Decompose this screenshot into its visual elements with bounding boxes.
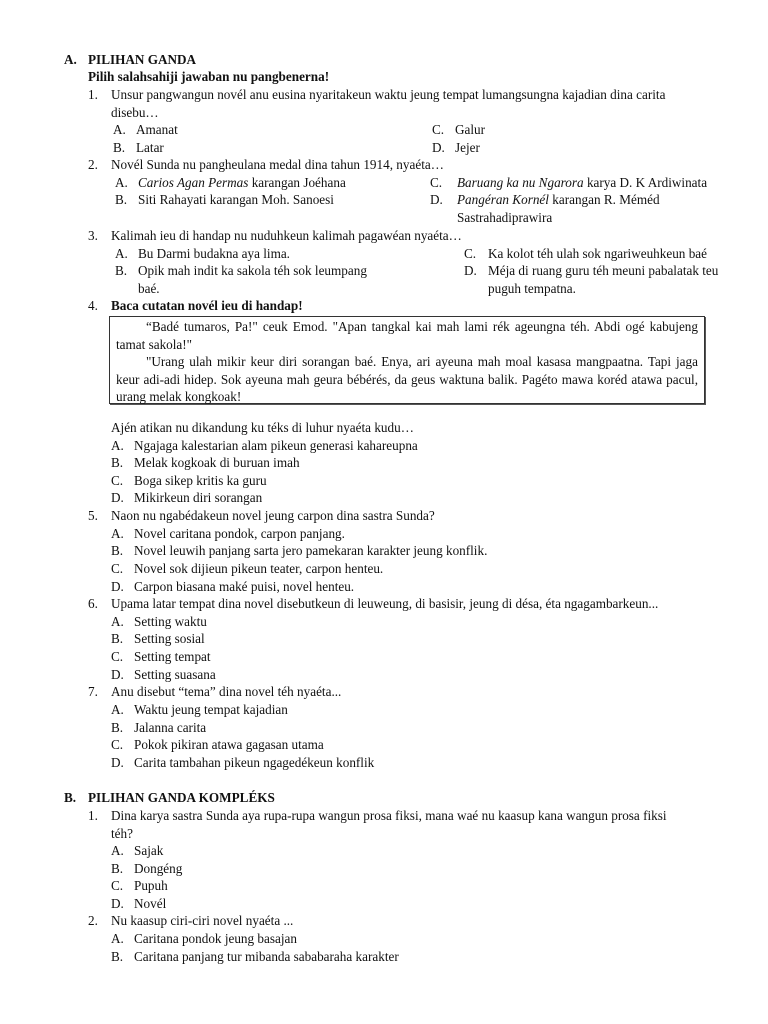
question-number: 5. xyxy=(88,508,98,523)
excerpt-paragraph: “Badé tumaros, Pa!" ceuk Emod. "Apan tangkal kai mah lami rék ageungna téh. Abdi ogé kabujeng tamat sakola!" xyxy=(116,319,698,352)
question-text: Unsur pangwangun novél anu eusina nyaritakeun waktu jeung tempat lumangsungna kajadian dina carita xyxy=(111,87,666,102)
option-text: Novel caritana pondok, carpon panjang. xyxy=(134,526,345,541)
option-letter: B. xyxy=(111,720,124,735)
option-letter: A. xyxy=(113,122,126,137)
option-text: Amanat xyxy=(136,122,178,137)
question-text: Kalimah ieu di handap nu nuduhkeun kalimah pagawéan nyaéta… xyxy=(111,228,462,243)
option-text: Latar xyxy=(136,140,164,155)
question-text: Anu disebut “tema” dina novel téh nyaéta... xyxy=(111,684,342,699)
question-text: Upama latar tempat dina novel disebutkeun di leuweung, di basisir, jeung di désa, éta ngagambarkeun... xyxy=(111,596,659,611)
option-letter: A. xyxy=(111,702,124,717)
question-text-cont: téh? xyxy=(111,826,133,841)
option-letter: A. xyxy=(111,438,124,453)
option-letter: D. xyxy=(111,896,124,911)
question-number: 3. xyxy=(88,228,98,243)
option-letter: A. xyxy=(111,843,124,858)
option-letter: B. xyxy=(113,140,126,155)
option-letter: C. xyxy=(111,737,124,752)
option-letter: A. xyxy=(111,526,124,541)
option-letter: B. xyxy=(111,455,124,470)
excerpt-paragraph: "Urang ulah mikir keur diri sorangan baé. Enya, ari ayeuna mah moal kasasa mangpaatna. Tapi jaga keur adi-adi hidep. Sok ayeuna mah geura bébérés, da geus waktuna balik. Pagéto mawa koréd atawa pacul, urang melak kongkoak! xyxy=(116,354,698,404)
option-letter: A. xyxy=(111,931,124,946)
option-text: Caritana pondok jeung basajan xyxy=(134,931,297,946)
option-text: Méja di ruang guru téh meuni pabalatak teu xyxy=(488,263,719,278)
question-number: 7. xyxy=(88,684,98,699)
option-text: Galur xyxy=(455,122,486,137)
option-text: Novél xyxy=(134,896,167,911)
option-letter: C. xyxy=(430,175,443,190)
question-number: 4. xyxy=(88,298,98,313)
option-text: Sajak xyxy=(134,843,164,858)
option-letter: B. xyxy=(111,631,124,646)
option-letter: D. xyxy=(430,192,443,207)
option-letter: D. xyxy=(111,755,124,770)
option-letter: B. xyxy=(111,861,124,876)
option-text: Caritana panjang tur mibanda sababaraha karakter xyxy=(134,949,399,964)
option-text-cont: Sastrahadiprawira xyxy=(457,210,553,225)
option-text: Ka kolot téh ulah sok ngariweuhkeun baé xyxy=(488,246,707,261)
question-text: Baca cutatan novél ieu di handap! xyxy=(111,298,303,313)
option-text: Carpon biasana maké puisi, novel henteu. xyxy=(134,579,355,594)
question-text: Dina karya sastra Sunda aya rupa-rupa wangun prosa fiksi, mana waé nu kaasup kana wangun prosa fiksi xyxy=(111,808,667,823)
option-text: Pupuh xyxy=(134,878,168,893)
option-text: Novel leuwih panjang sarta jero pamekaran karakter jeung konflik. xyxy=(134,543,488,558)
option-letter: A. xyxy=(111,614,124,629)
option-text: Setting tempat xyxy=(134,649,211,664)
section-a-title: PILIHAN GANDA xyxy=(88,52,197,67)
section-a-instruction: Pilih salahsahiji jawaban nu pangbenerna! xyxy=(88,69,330,84)
question-number: 1. xyxy=(88,87,98,102)
question-text: Novél Sunda nu pangheulana medal dina tahun 1914, nyaéta… xyxy=(111,157,444,172)
question-text: Nu kaasup ciri-ciri novel nyaéta ... xyxy=(111,913,294,928)
option-text: Setting sosial xyxy=(134,631,205,646)
option-text: Ngajaga kalestarian alam pikeun generasi kahareupna xyxy=(134,438,418,453)
option-text: Jejer xyxy=(455,140,480,155)
option-text: Setting waktu xyxy=(134,614,207,629)
option-text: Bu Darmi budakna aya lima. xyxy=(138,246,290,261)
option-letter: C. xyxy=(111,561,124,576)
section-b-letter: B. xyxy=(64,790,77,805)
option-letter: D. xyxy=(111,667,124,682)
option-letter: A. xyxy=(115,175,128,190)
question-text: Naon nu ngabédakeun novel jeung carpon dina sastra Sunda? xyxy=(111,508,435,523)
option-text: Pangéran Kornél karangan R. Méméd xyxy=(457,192,660,207)
option-letter: C. xyxy=(432,122,445,137)
option-text: Carita tambahan pikeun ngagedékeun konflik xyxy=(134,755,375,770)
novel-title: Baruang ka nu Ngarora xyxy=(457,175,584,190)
option-letter: B. xyxy=(111,543,124,558)
question-number: 2. xyxy=(88,157,98,172)
option-letter: D. xyxy=(111,579,124,594)
question-number: 6. xyxy=(88,596,98,611)
question-number: 2. xyxy=(88,913,98,928)
option-letter: C. xyxy=(464,246,477,261)
option-letter: C. xyxy=(111,649,124,664)
option-letter: C. xyxy=(111,878,124,893)
option-letter: B. xyxy=(115,192,128,207)
option-text: Jalanna carita xyxy=(134,720,207,735)
option-letter: A. xyxy=(115,246,128,261)
option-text-cont: puguh tempatna. xyxy=(488,281,576,296)
option-text: Pokok pikiran atawa gagasan utama xyxy=(134,737,324,752)
novel-title: Pangéran Kornél xyxy=(457,192,549,207)
section-a-letter: A. xyxy=(64,52,77,67)
option-text: Setting suasana xyxy=(134,667,216,682)
option-letter: D. xyxy=(111,490,124,505)
option-text: Baruang ka nu Ngarora karya D. K Ardiwinata xyxy=(457,175,708,190)
excerpt-box xyxy=(109,316,705,404)
option-text: Opik mah indit ka sakola téh sok leumpang xyxy=(138,263,367,278)
option-text: Carios Agan Permas karangan Joéhana xyxy=(138,175,346,190)
option-text-cont: baé. xyxy=(138,281,160,296)
option-text: Waktu jeung tempat kajadian xyxy=(134,702,288,717)
option-letter: D. xyxy=(432,140,445,155)
option-text: Dongéng xyxy=(134,861,183,876)
option-text: Boga sikep kritis ka guru xyxy=(134,473,267,488)
section-b-title: PILIHAN GANDA KOMPLÉKS xyxy=(88,790,275,805)
novel-title: Carios Agan Permas xyxy=(138,175,249,190)
option-letter: D. xyxy=(464,263,477,278)
question-number: 1. xyxy=(88,808,98,823)
question-text: Ajén atikan nu dikandung ku téks di luhur nyaéta kudu… xyxy=(111,420,414,435)
option-letter: B. xyxy=(115,263,128,278)
option-text: Novel sok dijieun pikeun teater, carpon henteu. xyxy=(134,561,384,576)
option-text: Mikirkeun diri sorangan xyxy=(134,490,263,505)
question-text-cont: disebu… xyxy=(111,105,159,120)
option-text: Melak kogkoak di buruan imah xyxy=(134,455,300,470)
option-letter: C. xyxy=(111,473,124,488)
option-text: Siti Rahayati karangan Moh. Sanoesi xyxy=(138,192,334,207)
option-letter: B. xyxy=(111,949,124,964)
